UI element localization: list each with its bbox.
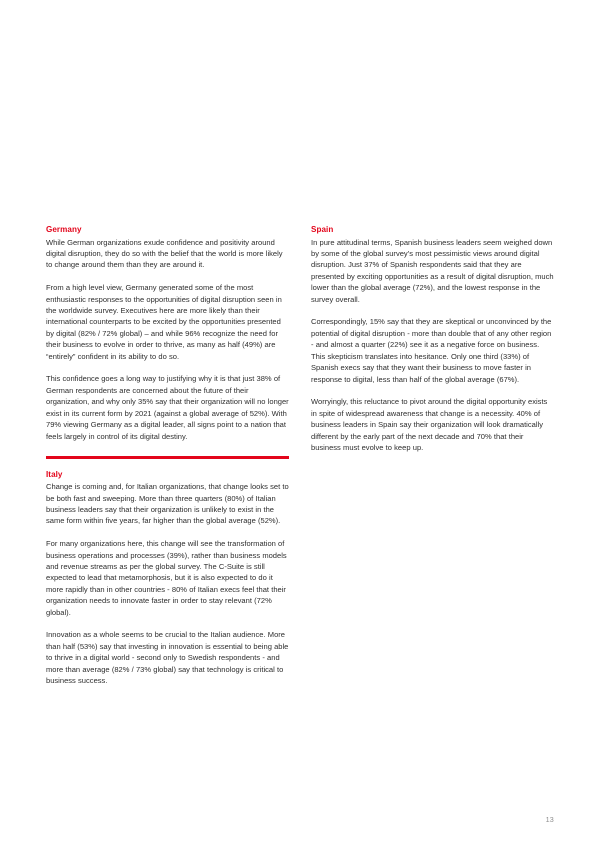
right-column <box>311 224 554 454</box>
paragraph: In pure attitudinal terms, Spanish business leaders seem weighed down by some of the global survey’s most pessimistic views around digital disruption. Just 37% of Spanish respondents said that they are presented by exciting opportunities as a result of digital disruption, much lower than the global average (72%), and the lowest response in the survey overall. <box>311 237 554 304</box>
section-divider-rule <box>46 456 289 459</box>
paragraph: Correspondingly, 15% say that they are skeptical or unconvinced by the potential of digital disruption - more than double that of any other region - and almost a quarter (22%) see it as a negative force on business. This skepticism translates into hesitance. Only one third (33%) of Spanish execs say that they want their business to move faster in response to digital, less than half of the global average (67%). <box>311 317 552 384</box>
paragraph: For many organizations here, this change will see the transformation of business operations and processes (39%), rather than business models and revenue streams as per the global survey. The C-Suite is still expected to lead that metamorphosis, but it is also expected to do it more rapidly than in other countries - 80% of Italian execs feel that their organization needs to innovate faster in order to stay relevant (72% global). <box>46 539 287 617</box>
paragraph: While German organizations exude confidence and positivity around digital disruption, they do so with the belief that the world is more likely to change around them than they are around it. <box>46 237 283 270</box>
section-heading-spain: Spain <box>311 225 334 234</box>
section-heading-italy: Italy <box>46 469 63 479</box>
section-italy <box>46 456 289 687</box>
two-column-layout <box>46 224 554 687</box>
paragraph: Change is coming and, for Italian organizations, that change looks set to be both fast and sweeping. More than three quarters (80%) of Italian business leaders say that their organization is unlikely to exist in the same form within five years, far higher than the global average (52%). <box>46 482 289 526</box>
left-column <box>46 224 289 687</box>
paragraph: From a high level view, Germany generated some of the most enthusiastic responses to the opportunities of digital disruption seen in the worldwide survey. Executives here are more likely than their international counterparts to be excited by the opportunities presented by digital (82% / 72% global) – and while 96% recognize the need for their business to evolve in order to thrive, as many as half (49%) are “entirely” confident in its ability to do so. <box>46 283 282 361</box>
page-number: 13 <box>545 815 554 824</box>
paragraph: This confidence goes a long way to justifying why it is that just 38% of German respondents are concerned about the future of their organization, and why only 35% say that their organization will no longer exist in its current form by 2021 (against a global average of 52%). With 79% viewing Germany as a digital leader, all signs point to a nation that feels largely in control of its digital destiny. <box>46 374 289 441</box>
paragraph: Worryingly, this reluctance to pivot around the digital opportunity exists in spite of widespread awareness that change is a necessity. 40% of business leaders in Spain say their organization will look dramatically different by the early part of the next decade and 70% that their business must evolve to keep up. <box>311 397 548 453</box>
section-heading-germany: Germany <box>46 225 82 234</box>
section-germany <box>46 224 289 442</box>
section-spain <box>311 224 554 454</box>
paragraph: Innovation as a whole seems to be crucial to the Italian audience. More than half (53%) say that investing in innovation is essential to being able to thrive in a digital world - second only to Swedish respondents - and more than average (82% / 73% global) say that technology is critical to business success. <box>46 630 289 686</box>
